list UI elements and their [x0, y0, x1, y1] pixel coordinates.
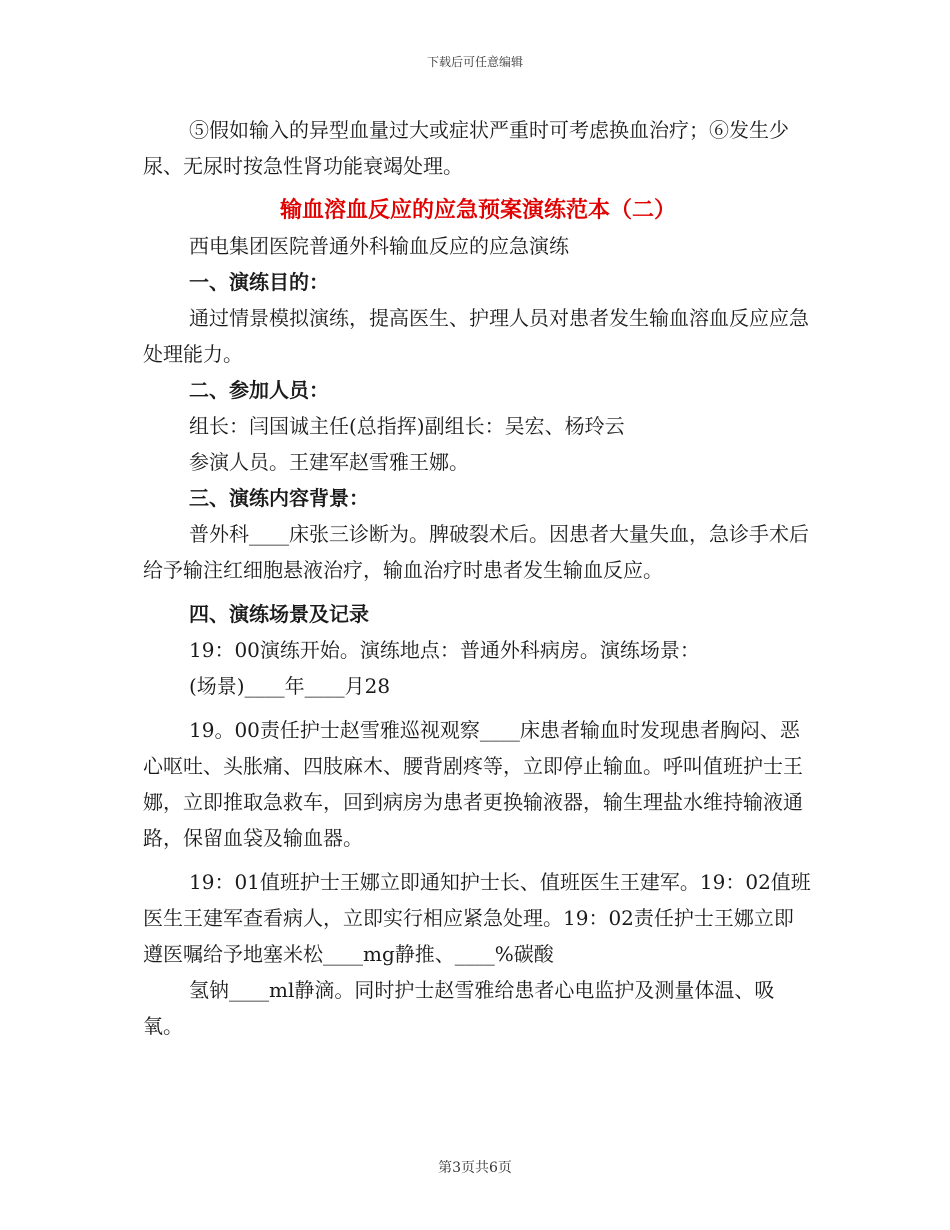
page-header: 下载后可任意编辑: [426, 55, 523, 69]
heading-scenario: 四、演练场景及记录: [189, 602, 369, 626]
paragraph-sodium-oxygen: 氢钠____ml静滴。同时护士赵雪雅给患者心电监护及测量体温、吸氧。: [143, 978, 775, 1038]
paragraph-1900-record: 19。00责任护士赵雪雅巡视观察____床患者输血时发现患者胸闷、恶心呕吐、头胀痛、四肢麻木、腰背剧疼等，立即停止输血。呼叫值班护士王娜，立即推取急救车，回到病房为患者更换输液器，输生理盐水维持输液通路，保留血袋及输血器。: [143, 718, 803, 850]
paragraph-1901-record: 19：01值班护士王娜立即通知护士长、值班医生王建军。19：02值班医生王建军查看病人，立即实行相应紧急处理。19：02责任护士王娜立即遵医嘱给予地塞米松____mg静推、____%碳酸: [143, 870, 811, 966]
paragraph-drill-start: 19：00演练开始。演练地点：普通外科病房。演练场景：: [189, 638, 700, 662]
paragraph-scene-date: (场景)____年____月28: [189, 674, 391, 698]
document-body: [143, 112, 813, 1044]
paragraph-leaders: 组长：闫国诚主任(总指挥)副组长：吴宏、杨玲云: [189, 414, 625, 438]
heading-background: 三、演练内容背景：: [189, 486, 369, 510]
section-title: 输血溶血反应的应急预案演练范本（二）: [279, 197, 676, 223]
heading-participants: 二、参加人员：: [189, 378, 329, 402]
page-footer: 第3页共6页: [438, 1160, 512, 1176]
paragraph-exchange-transfusion: ⑤假如输入的异型血量过大或症状严重时可考虑换血治疗；⑥发生少尿、无尿时按急性肾功能衰竭处理。: [143, 118, 789, 178]
paragraph-purpose: 通过情景模拟演练，提高医生、护理人员对患者发生输血溶血反应应急处理能力。: [143, 306, 809, 366]
paragraph-background: 普外科____床张三诊断为。脾破裂术后。因患者大量失血，急诊手术后给予输注红细胞悬液治疗，输血治疗时患者发生输血反应。: [143, 522, 809, 582]
paragraph-actors: 参演人员。王建军赵雪雅王娜。: [189, 450, 469, 474]
heading-purpose: 一、演练目的：: [189, 270, 329, 294]
paragraph-drill-name: 西电集团医院普通外科输血反应的应急演练: [189, 234, 569, 258]
